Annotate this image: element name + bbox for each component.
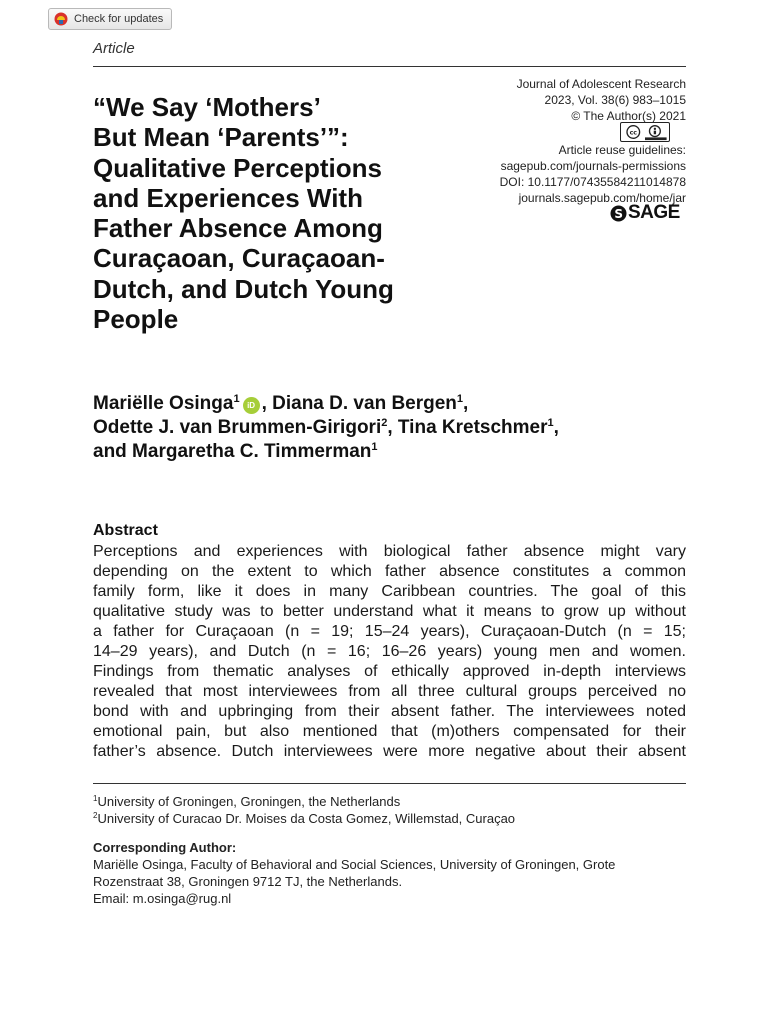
separator: , bbox=[553, 417, 559, 438]
abstract-body bbox=[93, 542, 686, 762]
check-for-updates-button[interactable] bbox=[48, 8, 172, 30]
corresponding-author-address: Rozenstraat 38, Groningen 9712 TJ, the Netherlands. bbox=[93, 874, 403, 889]
affiliation-marker: 1 bbox=[456, 393, 464, 405]
author-line bbox=[93, 416, 693, 440]
affiliation-1 bbox=[93, 793, 693, 810]
article-title bbox=[93, 92, 473, 334]
affiliation-marker: 2 bbox=[381, 417, 388, 429]
reuse-link[interactable]: sagepub.com/journals-permissions bbox=[500, 159, 686, 173]
author-name[interactable]: Mariëlle Osinga bbox=[93, 393, 234, 414]
author-name: , Diana D. van Bergen bbox=[261, 393, 457, 414]
affiliation-marker: 1 bbox=[547, 417, 554, 429]
title-line: People bbox=[93, 304, 179, 335]
title-line: “We Say ‘Mothers’ bbox=[93, 92, 321, 122]
corresponding-author-email[interactable]: Email: m.osinga@rug.nl bbox=[93, 891, 232, 906]
orcid-icon[interactable]: iD bbox=[243, 397, 260, 414]
journal-info bbox=[436, 76, 686, 124]
footnotes bbox=[93, 793, 693, 907]
affiliation-marker: 1 bbox=[371, 441, 378, 453]
reuse-label: Article reuse guidelines: bbox=[558, 143, 686, 157]
corresponding-author-address: Mariëlle Osinga, Faculty of Behavioral and Social Sciences, University of Groningen, Grote bbox=[93, 857, 616, 872]
title-line: Qualitative Perceptions bbox=[93, 152, 382, 183]
author-name: , Tina Kretschmer bbox=[387, 417, 548, 438]
journal-links bbox=[436, 142, 686, 206]
check-for-updates-label: Check for updates bbox=[74, 13, 164, 25]
abstract-line: qualitative study was to better understand what it means to grow up without bbox=[93, 603, 686, 620]
title-line: Dutch, and Dutch Young bbox=[93, 273, 394, 304]
journal-volume: 2023, Vol. 38(6) 983–1015 bbox=[544, 93, 686, 107]
affiliation-text: University of Groningen, Groningen, the Netherlands bbox=[97, 794, 401, 809]
abstract-line: emotional pain, but also mentioned that (m)others compensated for their bbox=[93, 723, 686, 740]
abstract-line: father’s absence. Dutch interviewees were more negative about their absent bbox=[93, 743, 686, 760]
author-line bbox=[93, 440, 693, 464]
affiliation-text: University of Curacao Dr. Moises da Costa Gomez, Willemstad, Curaçao bbox=[97, 811, 516, 826]
svg-text:cc: cc bbox=[629, 129, 638, 137]
journal-home-link[interactable]: journals.sagepub.com/home/jar bbox=[518, 191, 686, 205]
abstract-line: Perceptions and experiences with biological father absence might vary bbox=[93, 543, 686, 560]
title-line: Father Absence Among bbox=[93, 213, 383, 244]
affiliation-marker: 1 bbox=[93, 794, 98, 803]
abstract-line: depending on the extent to which father absence constitutes a common bbox=[93, 563, 686, 580]
sage-wordmark: SAGE bbox=[628, 202, 680, 223]
sage-logo bbox=[610, 202, 680, 224]
journal-name: Journal of Adolescent Research bbox=[516, 77, 686, 91]
footnote-divider bbox=[93, 783, 686, 784]
separator: , bbox=[463, 393, 469, 414]
title-line: But Mean ‘Parents’”: bbox=[93, 122, 349, 153]
corresponding-author-heading: Corresponding Author: bbox=[93, 840, 237, 855]
abstract-line: bond with and upbringing from their absent father. The interviewees noted bbox=[93, 703, 686, 720]
abstract-heading: Abstract bbox=[93, 522, 158, 539]
abstract-line: a father for Curaçaoan (n = 19; 15–24 years), Curaçaoan-Dutch (n = 15; bbox=[93, 623, 686, 640]
article-type: Article bbox=[93, 40, 135, 57]
affiliation-marker: 1 bbox=[233, 393, 240, 405]
journal-copyright: © The Author(s) 2021 bbox=[571, 109, 686, 123]
affiliation-marker: 2 bbox=[93, 811, 98, 820]
abstract-line: revealed that most interviewees from all three cultural groups perceived no bbox=[93, 683, 686, 700]
header-divider bbox=[93, 66, 686, 67]
author-name: and Margaretha C. Timmerman bbox=[93, 441, 372, 462]
author-line bbox=[93, 392, 693, 416]
creative-commons-icon bbox=[620, 122, 670, 142]
svg-text:S: S bbox=[614, 206, 623, 221]
title-line: Curaçaoan, Curaçaoan- bbox=[93, 243, 385, 274]
author-list bbox=[93, 392, 693, 464]
doi[interactable]: DOI: 10.1177/07435584211014878 bbox=[499, 175, 686, 189]
sage-s-icon bbox=[610, 205, 627, 222]
affiliation-2 bbox=[93, 810, 693, 827]
crossmark-icon bbox=[54, 12, 68, 26]
abstract-line: Findings from thematic analyses of ethically approved in-depth interviews bbox=[93, 663, 686, 680]
author-name: Odette J. van Brummen-Girigori bbox=[93, 417, 382, 438]
abstract-line: 14–29 years), and Dutch (n = 16; 16–26 years) young men and women. bbox=[93, 643, 686, 660]
title-line: and Experiences With bbox=[93, 182, 363, 213]
abstract-line: family form, like it does in many Caribbean countries. The goal of this bbox=[93, 583, 686, 600]
